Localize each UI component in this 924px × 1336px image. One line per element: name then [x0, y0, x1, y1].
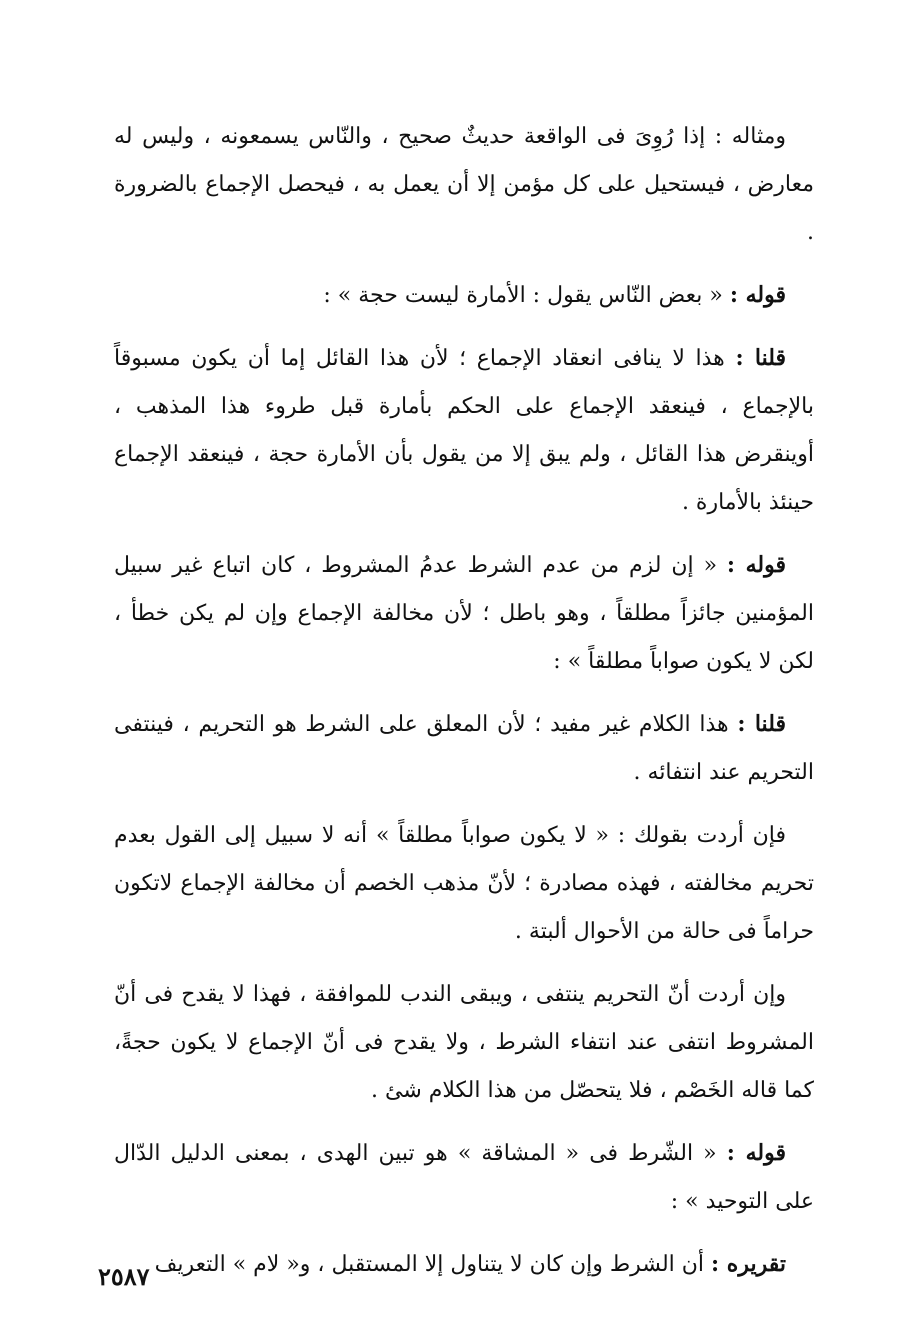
paragraph-2 — [114, 271, 814, 320]
paragraph-lead: قوله : — [729, 282, 786, 308]
paragraph-7 — [114, 970, 814, 1115]
paragraph-lead: قلنا : — [735, 345, 787, 371]
paragraph-1 — [114, 112, 814, 257]
paragraph-text: هذا الكلام غير مفيد ؛ لأن المعلق على الشرط هو التحريم ، فينتفى التحريم عند انتفائه . — [114, 712, 814, 785]
paragraph-text: « إن لزم من عدم الشرط عدمُ المشروط ، كان اتباع غير سبيل المؤمنين جائزاً مطلقاً ، وهو باطل ؛ لأن مخالفة الإجماع وإن لم يكن خطأ ، لكن لا يكون صواباً مطلقاً » : — [114, 553, 814, 674]
page-body — [114, 112, 814, 1303]
paragraph-lead: قوله : — [726, 552, 786, 578]
paragraph-text: « الشّرط فى « المشاقة » هو تبين الهدى ، بمعنى الدليل الدّال على التوحيد » : — [114, 1141, 814, 1214]
paragraph-text: وإن أردت أنّ التحريم ينتفى ، ويبقى الندب للموافقة ، فهذا لا يقدح فى أنّ المشروط انتفى عند انتفاء الشرط ، ولا يقدح فى أنّ الإجماع لا يكون حجةً، كما قاله الخَصْم ، فلا يتحصّل من هذا الكلام شئ . — [114, 982, 814, 1103]
paragraph-text: أن الشرط وإن كان لا يتناول إلا المستقبل ، و« لام » التعريف — [154, 1252, 712, 1277]
paragraph-5 — [114, 700, 814, 797]
paragraph-text: هذا لا ينافى انعقاد الإجماع ؛ لأن هذا القائل إما أن يكون مسبوقاً بالإجماع ، فينعقد الإجماع على الحكم بأمارة قبل طروء هذا المذهب ، أوينقرض هذا القائل ، ولم يبق إلا من يقول بأن الأمارة حجة ، فينعقد الإجماع حينئذ بالأمارة . — [114, 346, 814, 515]
paragraph-8 — [114, 1129, 814, 1226]
paragraph-text: فإن أردت بقولك : « لا يكون صواباً مطلقاً » أنه لا سبيل إلى القول بعدم تحريم مخالفته ، فهذه مصادرة ؛ لأنّ مذهب الخصم أن مخالفة الإجماع لاتكون حراماً فى حالة من الأحوال ألبتة . — [114, 823, 814, 944]
paragraph-lead: قوله : — [726, 1140, 786, 1166]
paragraph-9 — [114, 1240, 814, 1289]
paragraph-lead: قلنا : — [737, 711, 786, 737]
paragraph-3 — [114, 334, 814, 527]
paragraph-4 — [114, 541, 814, 686]
paragraph-text: « بعض النّاس يقول : الأمارة ليست حجة » : — [323, 283, 730, 308]
paragraph-6 — [114, 811, 814, 956]
paragraph-lead: تقريره : — [711, 1251, 786, 1277]
page-number: ٢٥٨٧ — [98, 1262, 150, 1291]
paragraph-text: ومثاله : إذا رُوِىَ فى الواقعة حديثٌ صحيح ، والنّاس يسمعونه ، وليس له معارض ، فيستحيل على كل مؤمن إلا أن يعمل به ، فيحصل الإجماع بالضرورة . — [114, 124, 814, 245]
